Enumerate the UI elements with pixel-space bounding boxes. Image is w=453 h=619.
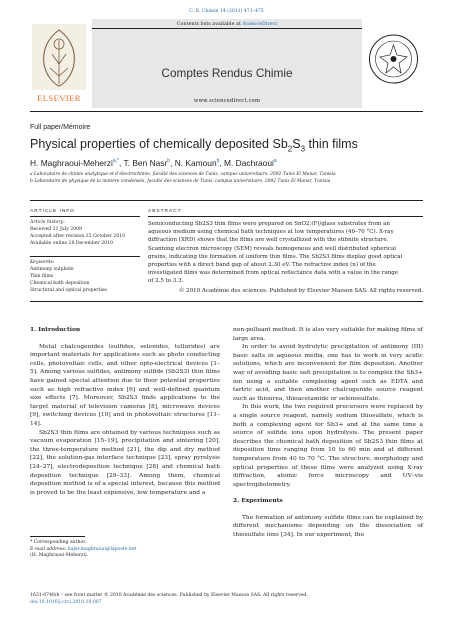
title-subscript: 2: [287, 144, 293, 154]
journal-url[interactable]: www.sciencedirect.com: [193, 98, 261, 104]
title-text: thin films: [305, 137, 358, 151]
masthead-rule: [30, 111, 423, 112]
keywords-label: Keywords:: [30, 260, 55, 265]
abstract-end-rule: [30, 301, 423, 302]
info-divider: [30, 216, 140, 217]
keyword: Structural and optical properties: [30, 288, 107, 293]
abstract-line: properties with a direct band gap of about 2.30 eV. The refractive index (n) of the: [148, 262, 376, 269]
email-link[interactable]: hajer.maghraoui@laposte.net: [67, 546, 137, 552]
footnote-name: (H. Maghraoui-Meherzi).: [30, 553, 89, 559]
history-online: Available online 28 December 2010: [30, 241, 113, 246]
title-text: S: [292, 137, 301, 151]
title-text: Physical properties of chemically deposited Sb: [30, 137, 288, 151]
abstract-label: ABSTRACT: [148, 209, 182, 214]
abstract-line: Semiconducting Sb2S3 thin films were prepared on SnO2:(F)/glass substrates from an: [148, 221, 390, 227]
abstract-line: investigated films was determined from optical reflectance data with a value in the range: [148, 270, 399, 277]
banner-rule: [92, 28, 362, 29]
section-heading: 1. Introduction: [30, 326, 81, 333]
author-list: H. Maghraoui-Meherzi$^{a,*}$, T. Ben Nasr$^b$, N. Kamoun$^b$, M. Dachraoui$^a$: [30, 158, 277, 168]
page-footer: [30, 592, 308, 606]
title-subscript: 3: [300, 144, 306, 154]
body-paragraph: Sb2S3 thin films are obtained by various techniques such as vacuum evaporation [15–19], precipitation and sintering [20], the three-temperature method [21], the dip and dry method [22], the solution-gas interface technique [23], spray pyrolysis [24–27], electrodeposition technique [28] and chemical bath deposition technique [29–33]. Among them, chemical deposition method is of a special interest, because this method is proved to be the least expensive, low temperature and a: [30, 429, 220, 496]
body-paragraph: In this work, the two required precursors were replaced by a single source reagent, namely sodium thiosulfate, which is both a complexing agent for Sb3+ and at the same time a source of sulfide ions upon hydrolysis. The present paper describes the chemical bath deposition of Sb2S3 thin films at deposition time ranging from 10 to 60 min and at different temperature from 40 to 70 °C. The structure, morphology and optical properties of these films were analyzed using X-ray diffraction, atomic force microscopy and UV–vis spectrophotometry.: [233, 404, 423, 488]
journal-banner: [92, 19, 362, 108]
author-affil-mark[interactable]: a: [273, 158, 277, 165]
abstract-copyright: © 2010 Académie des sciences. Published by Elsevier Masson SAS. All rights reserved.: [178, 287, 423, 294]
section-heading: 2. Experiments: [233, 497, 283, 505]
author-affil-mark[interactable]: b: [167, 158, 171, 165]
body-paragraph: non-polluant method. It is also very suitable for making films of large area.: [233, 327, 423, 342]
keyword: Chemical bath deposition: [30, 281, 90, 286]
author-affil-mark[interactable]: b: [216, 158, 220, 165]
front-matter: 1631-0748/$ – see front matter © 2010 Académie des sciences. Published by Elsevier Masson SAS. All rights reserved.: [30, 593, 308, 598]
abstract-body: [148, 220, 423, 295]
abstract-divider: [148, 216, 423, 217]
journal-citation[interactable]: C. R. Chimie 14 (2011) 471–475: [189, 9, 264, 14]
abstract-line: Scanning electron microscopy (SEM) reveals homogenous and well distributed spherical: [148, 245, 397, 252]
author-name[interactable]: H. Maghraoui-Meherzi: [30, 158, 113, 168]
affiliation-a: a Laboratoire de chimie analytique et d’électrochimie, faculté des sciences de Tunis, campus universitaire, 2092 Tunis El Manar, Tunisia: [30, 172, 336, 177]
body-paragraph: Metal chalcogenides (sulfides, selenides, tellurides) are important materials for applications such as photo conducting cells, photovoltaic cells, and other opto-electrical devices [1–5]. Among various sulfides, antimony sulfide (Sb2S3) thin films have gained special attention due to their potential properties such as high refractive index [6] and well-defined quantum size effects [7]. Moreover, Sb2S3 finds applications to the target material of television cameras [8], microwave devices [9], switching devices [10] and in photovoltaic structures [11–14].: [30, 343, 220, 427]
abstract-line: of 2.5 to 3.3.: [148, 278, 184, 285]
journal-name: Comptes Rendus Chimie: [161, 66, 293, 80]
corresponding-author: * Corresponding author.: [30, 540, 87, 545]
academie-seal: [364, 19, 423, 108]
keyword: Antimony sulphide: [30, 267, 74, 272]
article-title: [30, 137, 358, 154]
info-rule: [30, 200, 423, 201]
contents-prefix: Contents lists available at: [176, 21, 243, 27]
email-label: E-mail address:: [30, 546, 68, 552]
body-paragraph: In order to avoid hydrolytic precipitation of antimony (III) basic salts in aqueous media, one has to work in very acidic solutions, which are inconvenient for film deposition. Another way of avoiding basic salt precipitation is to complex the Sb3+ ion using a suitable complexing agent such as EDTA and tartric acid, and then another chalcogenide source reagent such as thiourea, thioacetamide or selenosulfate.: [233, 344, 423, 402]
abstract-line: grains, indicating the formation of uniform thin films. The Sb2S3 films display good optical: [148, 253, 403, 260]
article-type: Full paper/Mémoire: [30, 124, 91, 131]
doi-link[interactable]: doi:10.1016/j.crci.2010.10.007: [30, 600, 102, 605]
keywords-divider: [30, 256, 140, 257]
author-name[interactable]: T. Ben Nasr: [123, 158, 168, 168]
keyword: Thin films: [30, 274, 54, 279]
body-column-left: [30, 326, 220, 497]
article-info-label: ARTICLE INFO: [30, 209, 75, 214]
history-label: Article history:: [30, 220, 65, 225]
author-name[interactable]: N. Kamoun: [174, 158, 217, 168]
abstract-line: aqueous medium using chemical bath techniques at low temperatures (40–70 °C). X-ray: [148, 229, 394, 236]
publisher-name: ELSEVIER: [37, 93, 81, 103]
contents-line: [92, 21, 362, 27]
footnote-rule: [30, 536, 85, 537]
history-received: Received 21 July 2009: [30, 227, 82, 232]
footnote: [30, 540, 136, 560]
author-name[interactable]: M. Dachraoui: [224, 158, 274, 168]
abstract-line: diffraction (XRD) shows that the films are well crystallized with the stibnite structure.: [148, 237, 389, 244]
history-accepted: Accepted after revision 25 October 2010: [30, 234, 125, 239]
body-paragraph: The formation of antimony sulfide films can be explained by different mechanisms depending on the dissociation of thiosulfate ions [34]. In our experiment, the: [233, 514, 423, 539]
body-column-right: [233, 326, 423, 540]
affiliation-b: b Laboratoire de physique de la matière condensée, faculté des sciences de Tunis, campus universitaire, 2092 Tunis El Manar, Tunisia: [30, 179, 331, 184]
author-affil-mark[interactable]: a,*: [112, 158, 119, 165]
sciencedirect-link[interactable]: ScienceDirect: [242, 21, 278, 27]
